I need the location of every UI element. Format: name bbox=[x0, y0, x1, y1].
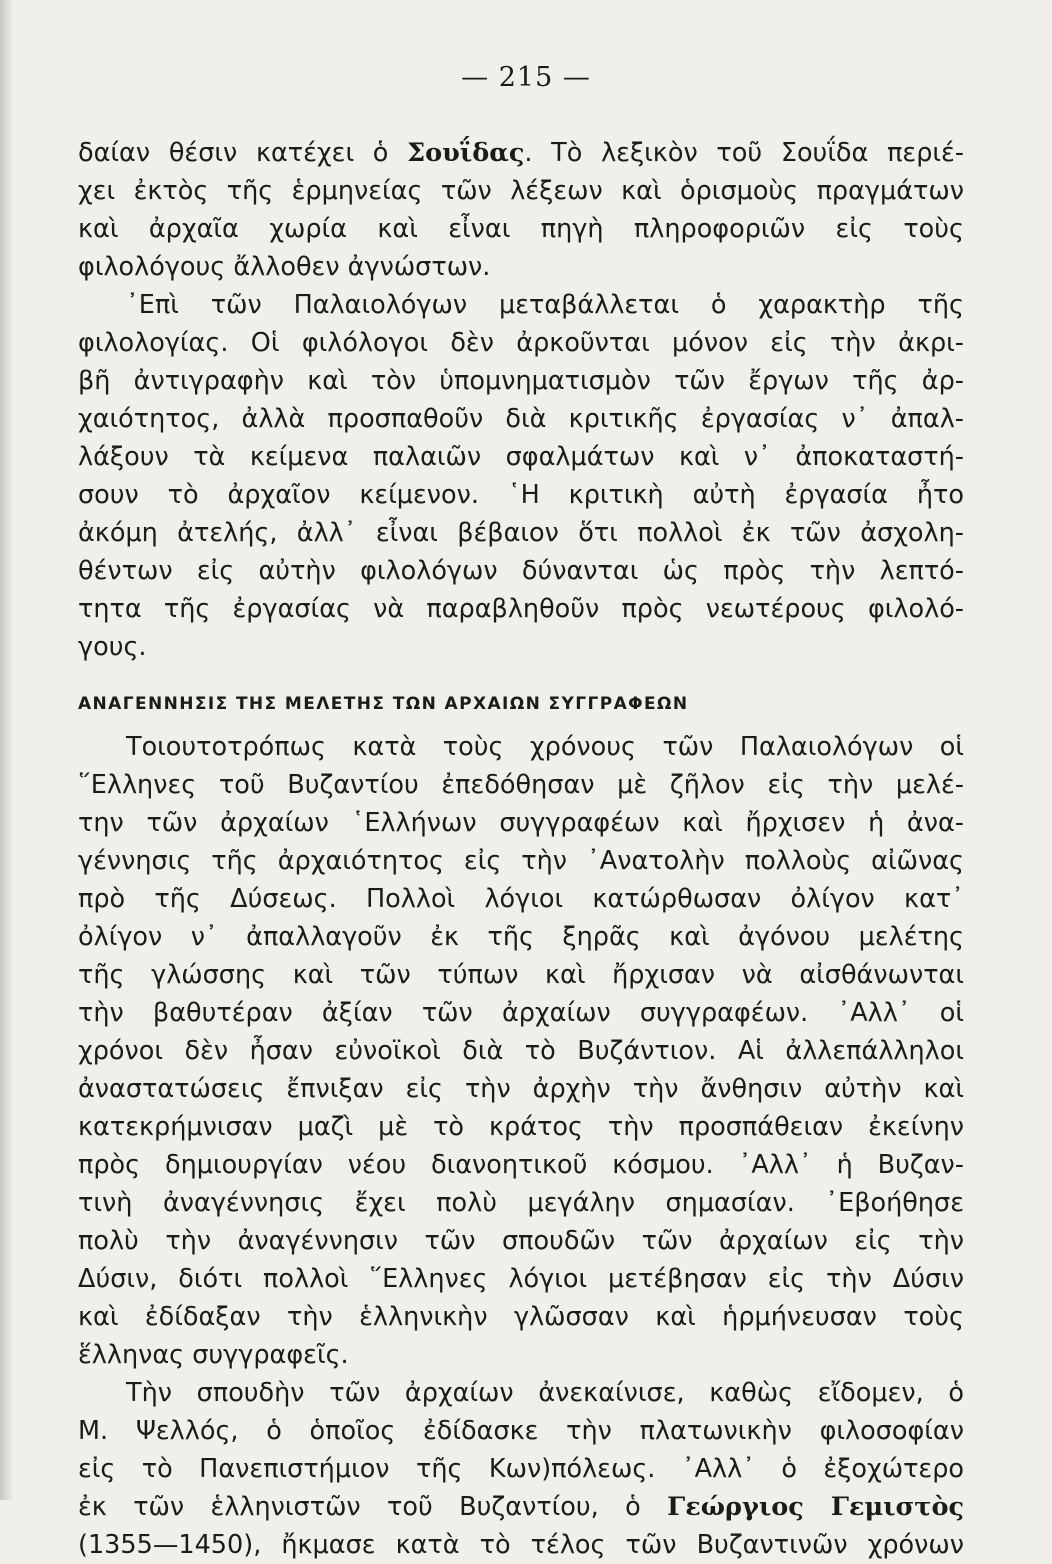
text-line: ᾿Επὶ τῶν Παλαιολόγων μεταβάλλεται ὁ χαρακτὴρ τῆς bbox=[126, 290, 964, 320]
text-line: ὀλίγον ν᾿ ἀπαλλαγοῦν ἐκ τῆς ξηρᾶς καὶ ἀγόνου μελέτης bbox=[78, 922, 964, 952]
text-line: Μ. Ψελλός, ὁ ὁποῖος ἐδίδασκε τὴν πλατωνικὴν φιλοσοφίαν bbox=[78, 1416, 964, 1446]
text-line: καὶ ἀρχαῖα χωρία καὶ εἶναι πηγὴ πληροφοριῶν εἰς τοὺς bbox=[78, 214, 964, 244]
text-line: (1355—1450), ἤκμασε κατὰ τὸ τέλος τῶν Βυζαντινῶν χρόνων bbox=[78, 1530, 964, 1560]
page-number: — 215 — bbox=[461, 62, 591, 93]
paragraph bbox=[78, 728, 964, 1374]
text-line: εἰς τὸ Πανεπιστήμιον τῆς Κων)πόλεως. ᾿Αλλ᾿ ὁ ἐξοχώτερο bbox=[78, 1454, 964, 1484]
text-line: πολὺ τὴν ἀναγέννησιν τῶν σπουδῶν τῶν ἀρχαίων εἰς τὴν bbox=[78, 1226, 964, 1256]
line-text: ἐκ τῶν ἑλληνιστῶν τοῦ Βυζαντίου, ὁ bbox=[78, 1492, 668, 1522]
text-line bbox=[78, 134, 964, 172]
text-line bbox=[78, 1488, 964, 1526]
bold-proper-name: Σουΐδας bbox=[407, 138, 525, 168]
book-text-body bbox=[78, 134, 964, 1564]
text-line: Δύσιν, διότι πολλοὶ ῞Ελληνες λόγιοι μετέβησαν εἰς τὴν Δύσιν bbox=[78, 1264, 964, 1294]
paragraph bbox=[78, 286, 964, 666]
text-line: πρὸ τῆς Δύσεως. Πολλοὶ λόγιοι κατώρθωσαν ὀλίγον κατ᾿ bbox=[78, 884, 964, 914]
text-line: λάξουν τὰ κείμενα παλαιῶν σφαλμάτων καὶ ν᾿ ἀποκαταστή- bbox=[78, 442, 964, 472]
section-heading: ΑΝΑΓΕΝΝΗΣΙΣ ΤΗΣ ΜΕΛΕΤΗΣ ΤΩΝ ΑΡΧΑΙΩΝ ΣΥΓΓΡΑΦΕΩΝ bbox=[78, 694, 689, 714]
text-line: κατεκρήμνισαν μαζὶ μὲ τὸ κράτος τὴν προσπάθειαν ἐκείνην bbox=[78, 1112, 964, 1142]
text-line: ἀκόμη ἀτελής, ἀλλ᾿ εἶναι βέβαιον ὅτι πολλοὶ ἐκ τῶν ἀσχολη- bbox=[78, 518, 964, 548]
text-line: ἕλληνας συγγραφεῖς. bbox=[78, 1340, 349, 1370]
text-line: τητα τῆς ἐργασίας νὰ παραβληθοῦν πρὸς νεωτέρους φιλολό- bbox=[78, 594, 964, 624]
text-line: φιλολογίας. Οἱ φιλόλογοι δὲν ἀρκοῦνται μόνον εἰς τὴν ἀκρι- bbox=[78, 328, 964, 358]
scan-edge-shadow bbox=[0, 0, 14, 1500]
text-line: χρόνοι δὲν ἦσαν εὐνοϊκοὶ διὰ τὸ Βυζάντιον. Αἱ ἀλλεπάλληλοι bbox=[78, 1036, 964, 1066]
text-line: τινὴ ἀναγέννησις ἔχει πολὺ μεγάλην σημασίαν. ᾿Εβοήθησε bbox=[78, 1188, 964, 1218]
text-line: φιλολόγους ἄλλοθεν ἀγνώστων. bbox=[78, 252, 491, 282]
text-line: βῆ ἀντιγραφὴν καὶ τὸν ὑπομνηματισμὸν τῶν ἔργων τῆς ἀρ- bbox=[78, 366, 964, 396]
text-line: τῆς γλώσσης καὶ τῶν τύπων καὶ ἤρχισαν νὰ αἰσθάνωνται bbox=[78, 960, 964, 990]
text-line: πρὸς δημιουργίαν νέου διανοητικοῦ κόσμου. ᾿Αλλ᾿ ἡ Βυζαν- bbox=[78, 1150, 964, 1180]
paragraph bbox=[78, 1374, 964, 1564]
paragraph bbox=[78, 134, 964, 286]
text-line: καὶ ἐδίδαξαν τὴν ἑλληνικὴν γλῶσσαν καὶ ἡρμήνευσαν τοὺς bbox=[78, 1302, 964, 1332]
text-line: γέννησις τῆς ἀρχαιότητος εἰς τὴν ᾿Ανατολὴν πολλοὺς αἰῶνας bbox=[78, 846, 964, 876]
bold-proper-name: Γεώργιος Γεμιστὸς bbox=[667, 1492, 964, 1522]
text-line: Τὴν σπουδὴν τῶν ἀρχαίων ἀνεκαίνισε, καθὼς εἴδομεν, ὁ bbox=[126, 1378, 964, 1408]
text-line: την τῶν ἀρχαίων ῾Ελλήνων συγγραφέων καὶ ἤρχισεν ἡ ἀνα- bbox=[78, 808, 964, 838]
text-line: σουν τὸ ἀρχαῖον κείμενον. ῾Η κριτικὴ αὐτὴ ἐργασία ἦτο bbox=[78, 480, 964, 510]
text-line: χει ἐκτὸς τῆς ἑρμηνείας τῶν λέξεων καὶ ὁρισμοὺς πραγμάτων bbox=[78, 176, 964, 206]
text-line: θέντων εἰς αὐτὴν φιλολόγων δύνανται ὡς πρὸς τὴν λεπτό- bbox=[78, 556, 964, 586]
line-text: . Τὸ λεξικὸν τοῦ Σουΐδα περιέ- bbox=[524, 138, 964, 168]
text-line: ῞Ελληνες τοῦ Βυζαντίου ἐπεδόθησαν μὲ ζῆλον εἰς τὴν μελέ- bbox=[78, 770, 964, 800]
text-line: γους. bbox=[78, 632, 147, 662]
text-line: τὴν βαθυτέραν ἀξίαν τῶν ἀρχαίων συγγραφέων. ᾿Αλλ᾿ οἱ bbox=[78, 998, 964, 1028]
text-line: χαιότητος, ἀλλὰ προσπαθοῦν διὰ κριτικῆς ἐργασίας ν᾿ ἀπαλ- bbox=[78, 404, 964, 434]
line-text: δαίαν θέσιν κατέχει ὁ bbox=[78, 138, 408, 168]
text-line: ἀναστατώσεις ἔπνιξαν εἰς τὴν ἀρχὴν τὴν ἄνθησιν αὐτὴν καὶ bbox=[78, 1074, 964, 1104]
text-line: Τοιουτοτρόπως κατὰ τοὺς χρόνους τῶν Παλαιολόγων οἱ bbox=[126, 732, 964, 762]
